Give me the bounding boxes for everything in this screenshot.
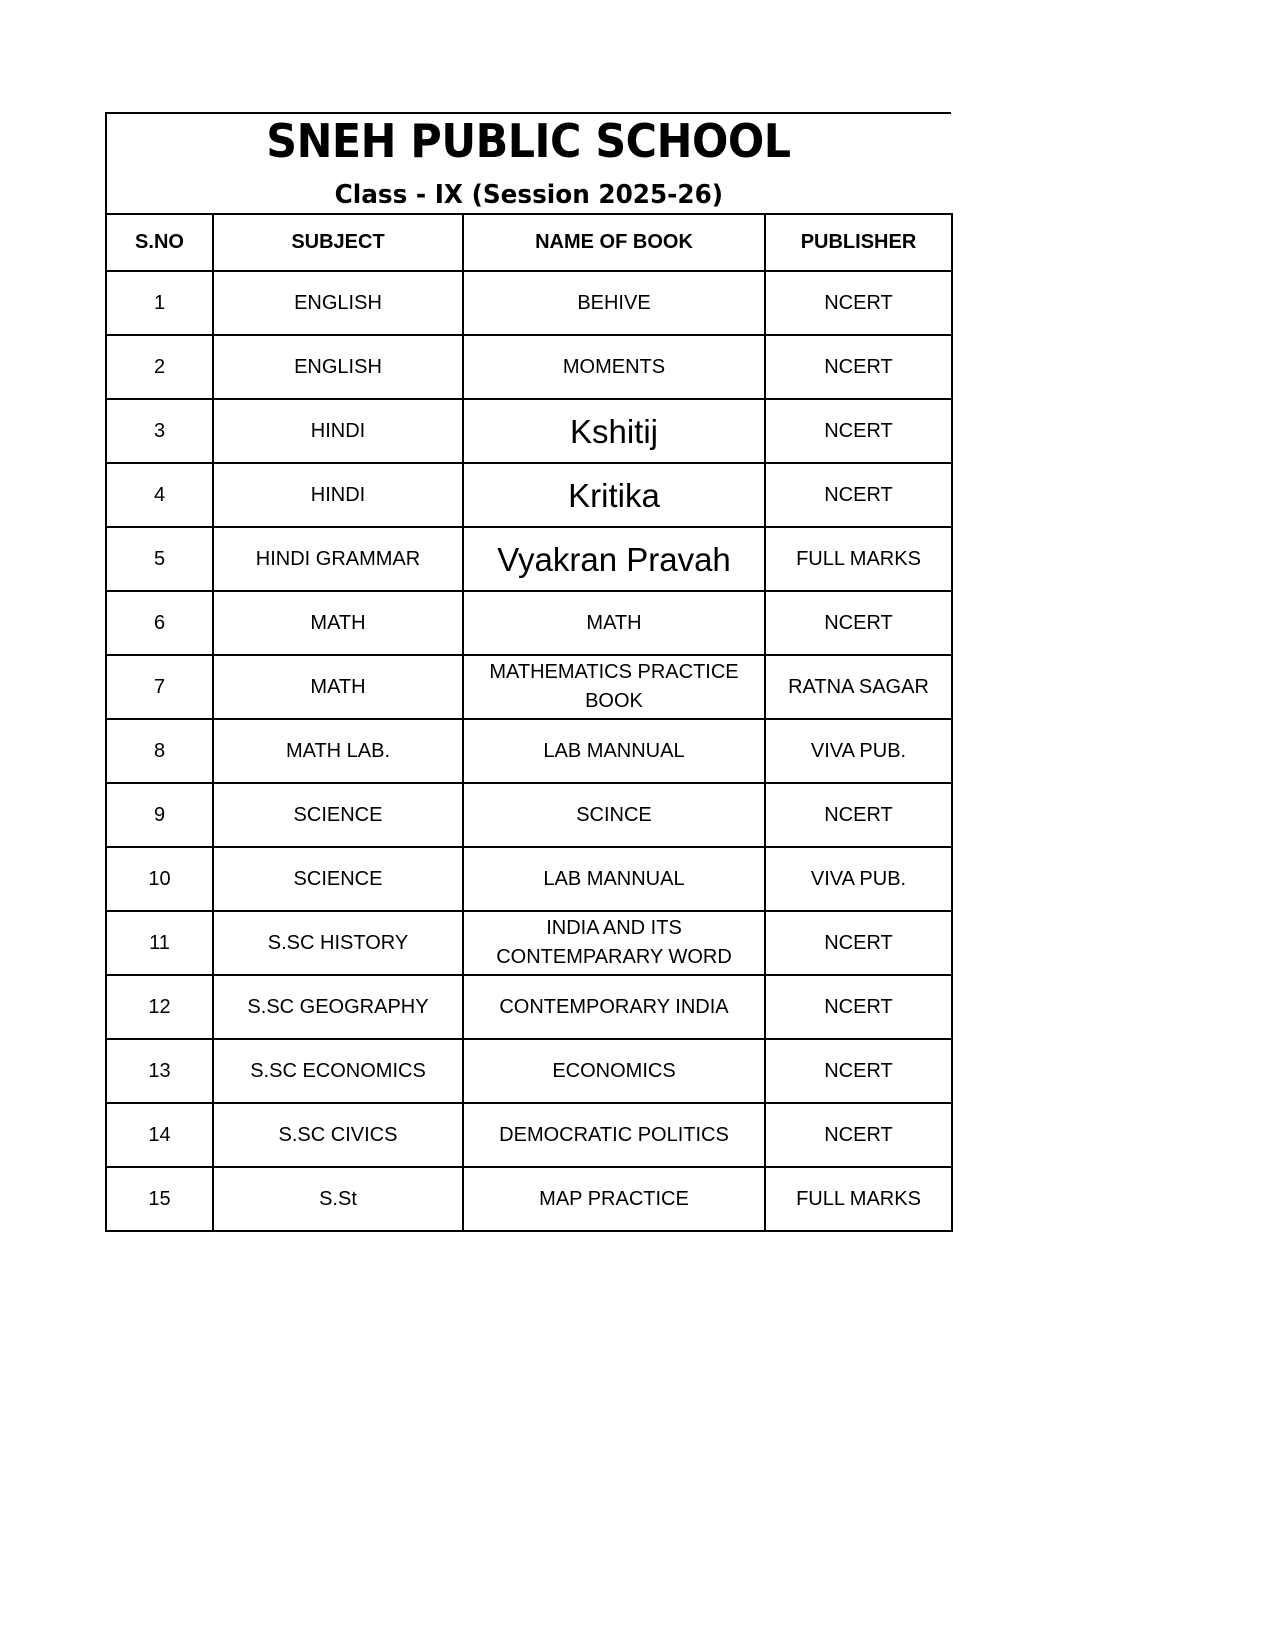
cell-sno: 12 [106,975,213,1039]
cell-publisher: FULL MARKS [765,527,952,591]
cell-subject: SCIENCE [213,847,463,911]
cell-subject: MATH [213,591,463,655]
cell-sno: 5 [106,527,213,591]
cell-sno: 13 [106,1039,213,1103]
cell-book-name: ECONOMICS [463,1039,765,1103]
cell-subject: S.SC CIVICS [213,1103,463,1167]
cell-book-name: Vyakran Pravah [463,527,765,591]
column-header-publisher: PUBLISHER [765,214,952,271]
cell-publisher: VIVA PUB. [765,719,952,783]
table-row [106,463,952,527]
cell-sno: 14 [106,1103,213,1167]
table-row [106,655,952,719]
cell-subject: SCIENCE [213,783,463,847]
cell-subject: S.SC ECONOMICS [213,1039,463,1103]
cell-book-name: LAB MANNUAL [463,847,765,911]
cell-publisher: FULL MARKS [765,1167,952,1231]
cell-sno: 9 [106,783,213,847]
column-header-sno: S.NO [106,214,213,271]
table-row [106,399,952,463]
cell-book-name: LAB MANNUAL [463,719,765,783]
table-header-row [106,214,952,271]
cell-publisher: NCERT [765,1103,952,1167]
cell-subject: HINDI GRAMMAR [213,527,463,591]
cell-sno: 7 [106,655,213,719]
title-block [105,112,951,213]
table-row [106,527,952,591]
cell-sno: 10 [106,847,213,911]
cell-book-name: MAP PRACTICE [463,1167,765,1231]
cell-publisher: NCERT [765,399,952,463]
cell-subject: ENGLISH [213,271,463,335]
cell-book-name: MATHEMATICS PRACTICE BOOK [463,655,765,719]
cell-book-name: CONTEMPORARY INDIA [463,975,765,1039]
table-row [106,591,952,655]
cell-subject: S.St [213,1167,463,1231]
cell-book-name: Kritika [463,463,765,527]
class-session: Class - IX (Session 2025-26) [334,180,724,210]
table-row [106,271,952,335]
table-row [106,719,952,783]
cell-publisher: NCERT [765,783,952,847]
cell-publisher: NCERT [765,463,952,527]
table-row [106,1167,952,1231]
cell-book-name: BEHIVE [463,271,765,335]
cell-sno: 3 [106,399,213,463]
cell-sno: 8 [106,719,213,783]
cell-subject: S.SC HISTORY [213,911,463,975]
cell-publisher: RATNA SAGAR [765,655,952,719]
cell-subject: ENGLISH [213,335,463,399]
book-list-sheet [105,112,951,1232]
cell-publisher: NCERT [765,1039,952,1103]
cell-sno: 1 [106,271,213,335]
cell-subject: HINDI [213,399,463,463]
school-name: SNEH PUBLIC SCHOOL [266,114,791,168]
cell-sno: 11 [106,911,213,975]
cell-publisher: NCERT [765,911,952,975]
cell-publisher: NCERT [765,271,952,335]
book-list-table [105,213,953,1232]
cell-book-name: SCINCE [463,783,765,847]
table-row [106,1103,952,1167]
column-header-book: NAME OF BOOK [463,214,765,271]
table-row [106,847,952,911]
cell-sno: 2 [106,335,213,399]
table-row [106,911,952,975]
cell-sno: 4 [106,463,213,527]
cell-subject: S.SC GEOGRAPHY [213,975,463,1039]
cell-publisher: VIVA PUB. [765,847,952,911]
cell-book-name: INDIA AND ITS CONTEMPARARY WORD [463,911,765,975]
cell-sno: 15 [106,1167,213,1231]
cell-publisher: NCERT [765,335,952,399]
cell-subject: HINDI [213,463,463,527]
cell-sno: 6 [106,591,213,655]
cell-book-name: DEMOCRATIC POLITICS [463,1103,765,1167]
table-row [106,783,952,847]
cell-subject: MATH LAB. [213,719,463,783]
table-row [106,975,952,1039]
column-header-subject: SUBJECT [213,214,463,271]
cell-subject: MATH [213,655,463,719]
table-row [106,1039,952,1103]
cell-book-name: MOMENTS [463,335,765,399]
table-row [106,335,952,399]
cell-book-name: Kshitij [463,399,765,463]
cell-book-name: MATH [463,591,765,655]
cell-publisher: NCERT [765,591,952,655]
cell-publisher: NCERT [765,975,952,1039]
